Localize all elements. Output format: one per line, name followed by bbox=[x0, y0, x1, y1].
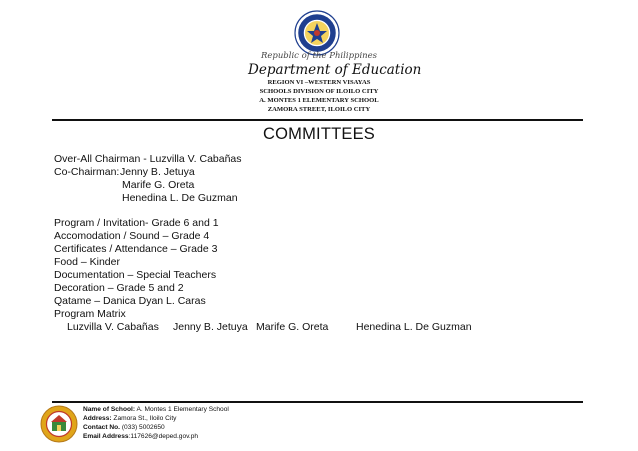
school-seal-icon bbox=[40, 405, 78, 443]
co-chairman-3: Henedina L. De Guzman bbox=[122, 192, 238, 204]
matrix-name: Henedina L. De Guzman bbox=[356, 321, 472, 333]
matrix-name: Jenny B. Jetuya bbox=[173, 321, 248, 333]
committee-item: Program Matrix bbox=[54, 308, 126, 320]
committee-item: Qatame – Danica Dyan L. Caras bbox=[54, 295, 206, 307]
page-title: COMMITTEES bbox=[263, 125, 375, 143]
committee-item: Accomodation / Sound – Grade 4 bbox=[54, 230, 210, 242]
co-chairman-2: Marife G. Oreta bbox=[122, 179, 195, 191]
committee-item: Documentation – Special Teachers bbox=[54, 269, 217, 281]
committee-item: Food – Kinder bbox=[54, 256, 120, 268]
deped-seal-icon bbox=[294, 10, 340, 56]
footer-contact: Contact No. (033) 5002650 bbox=[83, 424, 165, 431]
overall-chairman: Over-All Chairman - Luzvilla V. Cabañas bbox=[54, 153, 242, 165]
region-text: REGION VI –WESTERN VISAYAS bbox=[267, 79, 371, 86]
header-divider bbox=[52, 119, 583, 121]
footer-email: Email Address:117626@deped.gov.ph bbox=[83, 433, 199, 440]
matrix-name: Marife G. Oreta bbox=[256, 321, 329, 333]
footer-address: Address: Zamora St., Iloilo City bbox=[83, 415, 177, 422]
footer-school-name: Name of School: A. Montes 1 Elementary School bbox=[83, 406, 229, 413]
republic-text: Republic of the Philippines bbox=[260, 51, 378, 61]
committee-item: Decoration – Grade 5 and 2 bbox=[54, 282, 184, 294]
co-chairman-1: Jenny B. Jetuya bbox=[120, 166, 195, 178]
program-matrix-row bbox=[0, 321, 638, 334]
department-name: Department of Education bbox=[248, 62, 422, 78]
street-text: ZAMORA STREET, ILOILO CITY bbox=[267, 106, 371, 113]
co-chairman-label: Co-Chairman: bbox=[54, 166, 120, 178]
committee-item: Program / Invitation- Grade 6 and 1 bbox=[54, 217, 219, 229]
school-text: A. MONTES 1 ELEMENTARY SCHOOL bbox=[259, 97, 379, 104]
committee-item: Certificates / Attendance – Grade 3 bbox=[54, 243, 218, 255]
division-text: SCHOOLS DIVISION OF ILOILO CITY bbox=[259, 88, 379, 95]
footer-divider bbox=[52, 401, 583, 403]
matrix-name: Luzvilla V. Cabañas bbox=[67, 321, 159, 333]
